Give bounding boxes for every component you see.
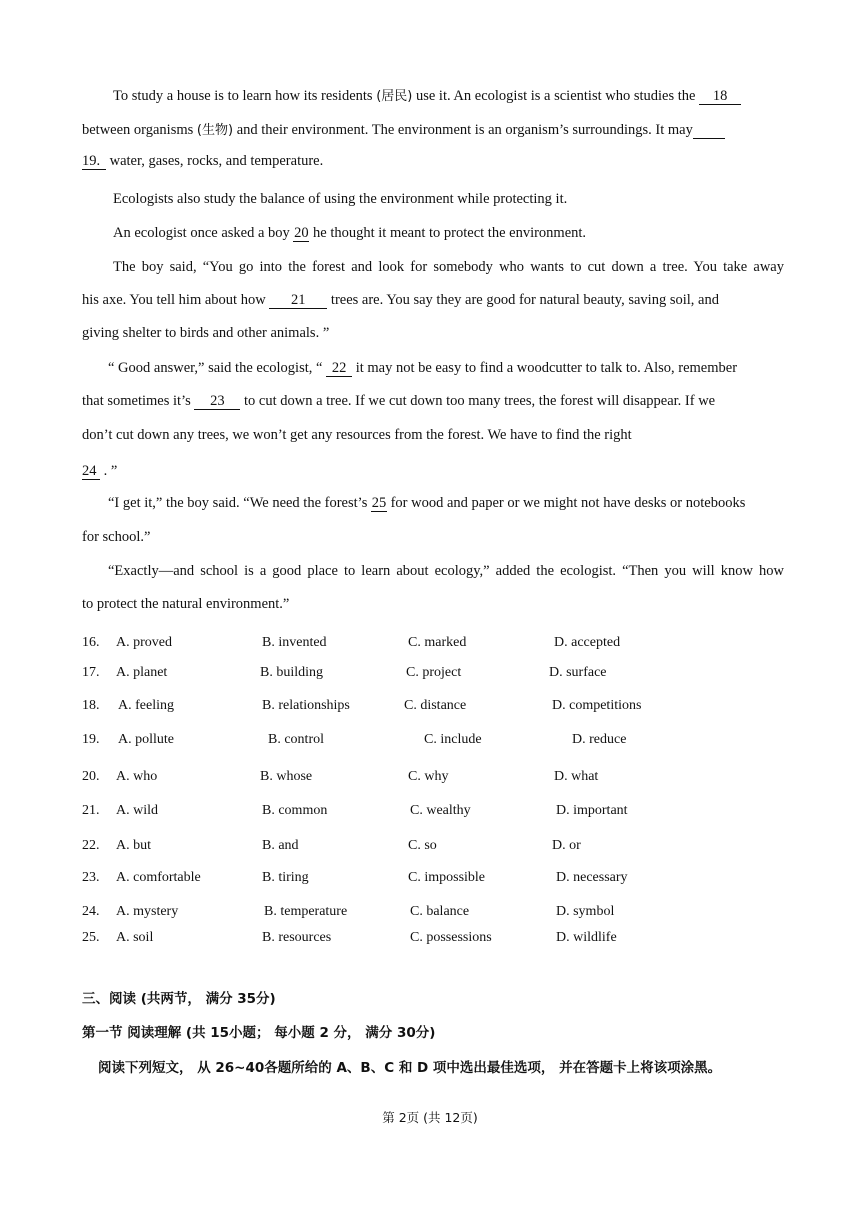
- passage-line-2: [82, 120, 784, 141]
- passage-line-12: [82, 461, 784, 481]
- question-number: 16.: [82, 635, 100, 650]
- question-number: 19.: [82, 732, 100, 747]
- instruction-text: 阅读下列短文， 从 26~40各题所给的 A、B、C 和 D 项中选出最佳选项， 并在答题卡上将该项涂黑。: [98, 1060, 722, 1076]
- text: To study a house is to learn how its residents: [113, 88, 377, 104]
- text: “I get it,” the boy said. “We need the forest’s: [108, 495, 371, 511]
- question-number: 17.: [82, 665, 100, 680]
- option-b: B. invented: [262, 635, 327, 650]
- option-row-18: [82, 696, 702, 716]
- text: water, gases, rocks, and temperature.: [106, 153, 324, 169]
- option-a: A. proved: [116, 635, 172, 650]
- option-a: A. but: [116, 838, 151, 853]
- option-d: D. accepted: [554, 635, 621, 650]
- option-b: B. common: [262, 803, 328, 818]
- text: his axe. You tell him about how: [82, 292, 270, 308]
- option-d: D. or: [552, 838, 581, 853]
- option-row-22: [82, 836, 702, 856]
- option-row-25: [82, 928, 702, 948]
- question-number: 20.: [82, 769, 100, 784]
- option-c: C. marked: [408, 635, 467, 650]
- option-c: C. possessions: [410, 930, 492, 945]
- passage-line-3: [82, 151, 784, 171]
- question-number: 23.: [82, 870, 100, 885]
- option-c: C. why: [408, 769, 449, 784]
- text: trees are. You say they are good for natural beauty, saving soil, and: [327, 292, 719, 308]
- option-b: B. tiring: [262, 870, 309, 885]
- blank-19: 19.: [82, 153, 106, 170]
- blank-23: 23: [194, 393, 240, 410]
- option-a: A. soil: [116, 930, 154, 945]
- question-number: 24.: [82, 904, 100, 919]
- option-b: B. whose: [260, 769, 313, 784]
- option-a: A. wild: [116, 803, 158, 818]
- text: and their environment. The environment is an organism’s surroundings. It may: [233, 122, 693, 138]
- option-b: B. and: [262, 838, 299, 853]
- option-a: A. who: [116, 769, 158, 784]
- passage-line-1: [113, 86, 784, 107]
- option-c: C. impossible: [408, 870, 486, 885]
- option-d: D. symbol: [556, 904, 615, 919]
- option-c: C. wealthy: [410, 803, 471, 818]
- text: between organisms: [82, 122, 197, 138]
- option-d: D. important: [556, 803, 628, 818]
- passage-line-11: don’t cut down any trees, we won’t get any resources from the forest. We have to find the right: [82, 427, 632, 443]
- option-d: D. surface: [549, 665, 607, 680]
- page-footer: 第 2页 (共 12页): [382, 1110, 478, 1125]
- option-d: D. necessary: [556, 870, 628, 885]
- passage-line-15: “Exactly—and school is a good place to learn about ecology,” added the ecologist. “Then you will know how: [108, 563, 784, 579]
- text: An ecologist once asked a boy: [113, 225, 294, 241]
- blank-25: 25: [371, 495, 387, 511]
- option-a: A. pollute: [118, 732, 174, 747]
- blank-20: 20: [294, 225, 309, 241]
- option-a: A. planet: [116, 665, 168, 680]
- passage-line-10: [82, 391, 784, 411]
- option-row-19: [82, 730, 702, 750]
- option-row-20: [82, 767, 702, 787]
- text: to cut down a tree. If we cut down too many trees, the forest will disappear. If we: [240, 393, 716, 409]
- passage-line-16: to protect the natural environment.”: [82, 596, 290, 612]
- option-row-23: [82, 868, 702, 888]
- option-d: D. reduce: [572, 732, 627, 747]
- option-a: A. mystery: [116, 904, 179, 919]
- text: that sometimes it’s: [82, 393, 195, 409]
- option-b: B. control: [268, 732, 324, 747]
- option-c: C. so: [408, 838, 437, 853]
- option-row-24: [82, 902, 702, 922]
- passage-line-9: [108, 358, 784, 378]
- part-title: 第一节 阅读理解 (共 15小题； 每小题 2 分， 满分 30分): [82, 1025, 436, 1041]
- question-number: 25.: [82, 930, 100, 945]
- option-row-16: [82, 633, 702, 653]
- text: it may not be easy to find a woodcutter to talk to. Also, remember: [352, 360, 738, 376]
- blank-18: 18: [699, 88, 741, 105]
- blank-21: 21: [269, 292, 327, 309]
- passage-line-7: [82, 290, 784, 310]
- cjk-gloss: (居民): [376, 89, 413, 104]
- passage-line-6: The boy said, “You go into the forest and look for somebody who wants to cut down a tree. You take away: [113, 259, 784, 275]
- passage-line-14: for school.”: [82, 529, 151, 545]
- option-b: B. relationships: [262, 698, 350, 713]
- section-title: 三、阅读 (共两节， 满分 35分): [82, 991, 276, 1007]
- option-row-17: [82, 663, 702, 683]
- text: “ Good answer,” said the ecologist, “: [108, 360, 327, 376]
- option-d: D. what: [554, 769, 599, 784]
- passage-line-8: giving shelter to birds and other animals. ”: [82, 325, 330, 341]
- passage-line-4: Ecologists also study the balance of using the environment while protecting it.: [113, 191, 568, 207]
- option-c: C. project: [406, 665, 462, 680]
- text: . ”: [100, 463, 118, 479]
- question-number: 21.: [82, 803, 100, 818]
- option-b: B. resources: [262, 930, 332, 945]
- blank-line: [693, 122, 725, 139]
- blank-22: 22: [326, 360, 352, 377]
- text: for wood and paper or we might not have desks or notebooks: [386, 495, 746, 511]
- question-number: 22.: [82, 838, 100, 853]
- question-number: 18.: [82, 698, 100, 713]
- option-b: B. building: [260, 665, 324, 680]
- option-c: C. balance: [410, 904, 470, 919]
- option-a: A. comfortable: [116, 870, 201, 885]
- option-c: C. include: [424, 732, 482, 747]
- option-d: D. competitions: [552, 698, 642, 713]
- text: he thought it meant to protect the environment.: [309, 225, 587, 241]
- cjk-gloss: (生物): [196, 123, 234, 138]
- text: use it. An ecologist is a scientist who studies the: [412, 88, 700, 104]
- option-a: A. feeling: [118, 698, 174, 713]
- option-d: D. wildlife: [556, 930, 617, 945]
- option-row-21: [82, 801, 702, 821]
- option-b: B. temperature: [264, 904, 348, 919]
- blank-24: 24: [82, 463, 100, 480]
- passage-line-5: [113, 223, 784, 243]
- passage-line-13: [108, 493, 784, 513]
- option-c: C. distance: [404, 698, 467, 713]
